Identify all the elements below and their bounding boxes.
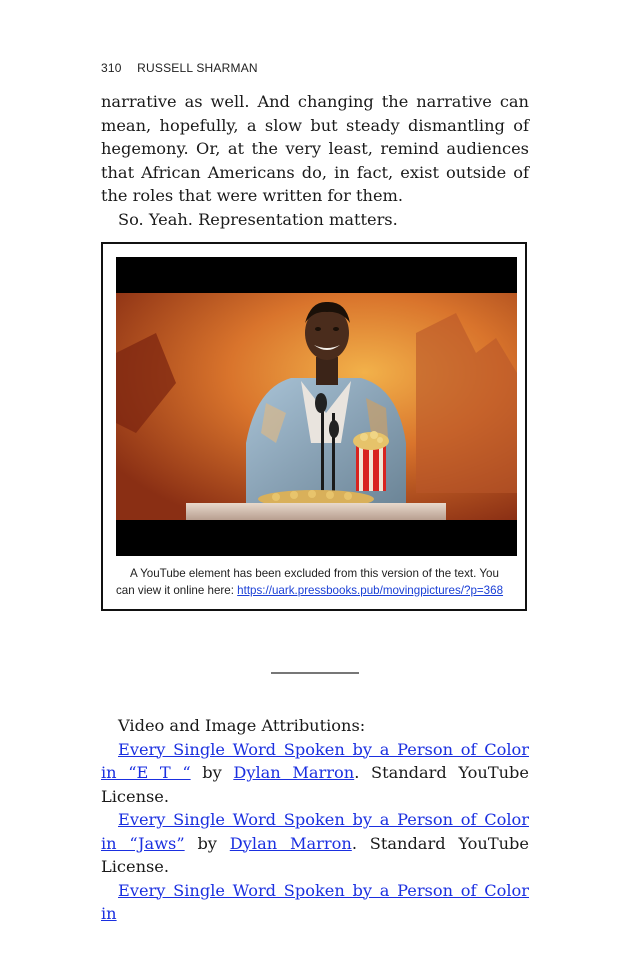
attributions-section <box>101 714 529 926</box>
attribution-title-link[interactable]: Every Single Word Spoken by a Person of Color in <box>101 880 529 923</box>
video-still-image <box>116 293 517 520</box>
attribution-title-link[interactable]: Every Single Word Spoken by a Person of Color in “E T “ <box>101 739 529 782</box>
attribution-author-link[interactable]: Dylan Marron <box>233 763 355 782</box>
page-number: 310 <box>101 61 122 75</box>
attribution-title-link[interactable]: Every Single Word Spoken by a Person of Color in “Jaws” <box>101 810 529 853</box>
section-divider <box>271 672 359 674</box>
author-name: RUSSELL SHARMAN <box>137 61 258 75</box>
attribution-item <box>101 879 529 926</box>
video-figure <box>101 242 527 611</box>
attributions-heading: Video and Image Attributions: <box>118 716 366 735</box>
paragraph: So. Yeah. Representation matters. <box>118 209 398 229</box>
attribution-item: Every Single Word Spoken by a Person of Color in “Jaws” by Dylan Marron. Standard YouTube License. <box>101 810 529 876</box>
attribution-item: Every Single Word Spoken by a Person of Color in “E T “ by Dylan Marron. Standard YouTube License. <box>101 739 529 806</box>
video-link[interactable]: https://uark.pressbooks.pub/movingpictures/?p=368 <box>237 584 504 597</box>
video-caption <box>116 565 516 599</box>
running-head <box>101 61 258 75</box>
attribution-author-link[interactable]: Dylan Marron <box>229 833 352 853</box>
video-thumbnail[interactable] <box>116 257 517 556</box>
body-text <box>101 90 529 231</box>
stage-photo <box>116 293 517 520</box>
caption-text: A YouTube element has been excluded from this version of the text. You can view it online here: <box>116 567 499 597</box>
paragraph: narrative as well. And changing the narrative can mean, hopefully, a slow but steady dismantling of hegemony. Or, at the very least, remind audiences that African Americans do, in fact, exist outside of the roles that were written for them. <box>101 92 529 205</box>
